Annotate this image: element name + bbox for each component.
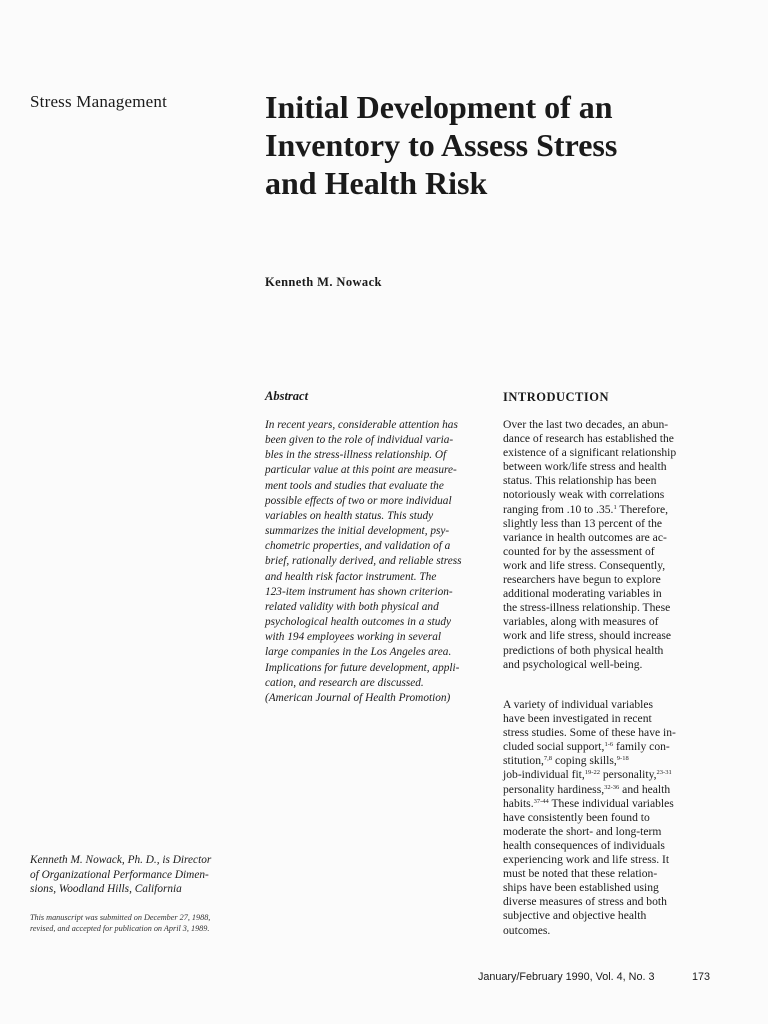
citation-superscript: 9-18 [616,755,629,763]
abstract-heading: Abstract [265,389,309,403]
body-line [503,754,743,768]
body-line: subjective and objective health [503,909,647,923]
body-line: have been investigated in recent [503,712,652,726]
body-line: variance in health outcomes are ac- [503,530,667,544]
article-title [265,88,735,202]
citation-superscript: 7,8 [543,755,553,763]
body-line: moderate the short- and long-term [503,824,662,838]
body-line [503,503,743,517]
body-text: coping skills, [552,754,617,768]
citation-superscript: 1-6 [604,741,614,749]
author-name: Kenneth M. Nowack [265,275,382,289]
citation-superscript: 37-44 [533,797,549,805]
title-line: Initial Development of an [265,89,613,125]
body-text: family con- [613,740,670,754]
body-text: job-individual fit, [503,768,585,782]
body-line: experiencing work and life stress. It [503,853,670,867]
page-number: 173 [692,971,711,983]
body-line: additional moderating variables in [503,587,662,601]
body-text: cluded social support, [503,740,605,754]
manuscript-note [30,912,250,934]
body-text: ranging from .10 to .35. [503,502,614,516]
author-bio [30,853,240,897]
body-line: counted for by the assessment of [503,544,655,558]
body-line: predictions of both physical health [503,643,664,657]
abstract-line: chometric properties, and validation of a [265,540,451,553]
body-line: dance of research has established the [503,432,674,446]
abstract-line: large companies in the Los Angeles area. [265,646,452,659]
body-line: existence of a significant relationship [503,446,677,460]
body-line: the stress-illness relationship. These [503,601,671,615]
title-line: and Health Risk [265,165,488,201]
note-line: revised, and accepted for publication on April 3, 1989. [30,924,210,933]
introduction-paragraph-1 [503,418,743,672]
body-line: health consequences of individuals [503,838,665,852]
footer-citation: January/February 1990, Vol. 4, No. 3 [478,971,655,983]
abstract-line: ment tools and studies that evaluate the [265,479,444,492]
body-line: and psychological well-being. [503,657,643,671]
abstract-line: related validity with both physical and [265,600,439,613]
body-line: must be noted that these relation- [503,867,658,881]
body-line: outcomes. [503,923,551,937]
body-text: and health [619,782,671,796]
abstract-line: cation, and research are discussed. [265,676,424,689]
body-line: work and life stress. Consequently, [503,558,666,572]
abstract-line: psychological health outcomes in a study [265,616,452,629]
body-line: notoriously weak with correlations [503,488,665,502]
bio-line: sions, Woodland Hills, California [30,883,182,896]
citation-superscript: 19-22 [584,769,600,777]
abstract-line: and health risk factor instrument. The [265,570,437,583]
body-text: stitution, [503,754,544,768]
abstract-line: summarizes the initial development, psy- [265,525,450,538]
abstract-line: brief, rationally derived, and reliable stress [265,555,462,568]
body-line: variables, along with measures of [503,615,659,629]
body-line: Over the last two decades, an abun- [503,418,669,431]
body-text: personality, [599,768,657,782]
citation-superscript: 32-36 [604,783,620,791]
body-text: habits. [503,796,534,810]
body-line: work and life stress, should increase [503,629,672,643]
body-line: slightly less than 13 percent of the [503,516,663,530]
body-line [503,797,743,811]
abstract-line: 123-item instrument has shown criterion- [265,585,453,598]
section-label: Stress Management [30,92,168,111]
abstract-line: (American Journal of Health Promotion) [265,691,451,704]
note-line: This manuscript was submitted on December 27, 1988, [30,913,211,922]
body-text: personality hardiness, [503,782,605,796]
abstract-line: In recent years, considerable attention has [265,419,458,431]
title-line: Inventory to Assess Stress [265,127,618,163]
citation-superscript: 23-31 [656,769,672,777]
citation-superscript: 1 [613,503,617,511]
abstract-line: possible effects of two or more individual [265,494,452,507]
body-line [503,783,743,797]
bio-line: of Organizational Performance Dimen- [30,868,209,881]
abstract-line: particular value at this point are measure- [265,464,457,477]
body-text: Therefore, [616,502,668,516]
body-line [503,740,743,754]
body-line [503,768,743,782]
body-line: have consistently been found to [503,810,650,824]
body-line: A variety of individual variables [503,698,654,711]
abstract-line: bles in the stress-illness relationship. Of [265,449,447,462]
body-line: stress studies. Some of these have in- [503,726,676,740]
body-line: diverse measures of stress and both [503,895,667,909]
introduction-paragraph-2 [503,698,743,938]
abstract-line: Implications for future development, appli- [265,661,460,674]
abstract-body [265,418,495,706]
body-line: researchers have begun to explore [503,573,661,587]
abstract-line: variables on health status. This study [265,509,434,522]
introduction-heading: INTRODUCTION [503,390,610,404]
body-line: between work/life stress and health [503,460,667,474]
abstract-line: with 194 employees working in several [265,631,442,644]
body-line: status. This relationship has been [503,474,657,488]
body-line: ships have been established using [503,881,659,895]
abstract-line: been given to the role of individual varia- [265,434,454,447]
body-text: These individual variables [548,796,674,810]
bio-line: Kenneth M. Nowack, Ph. D., is Director [30,854,212,866]
